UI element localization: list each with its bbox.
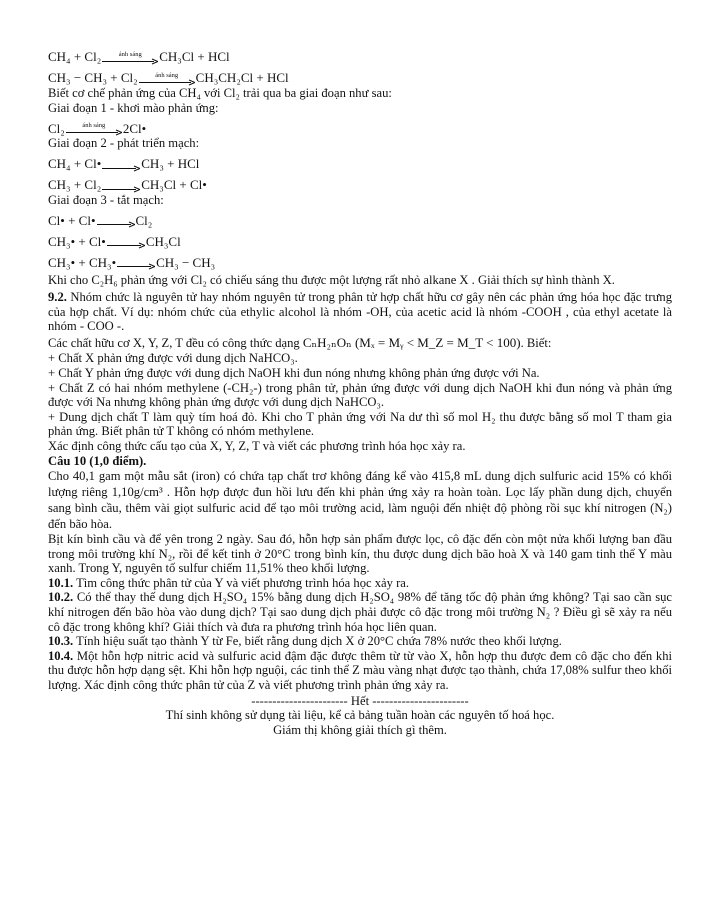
stage-2-heading: Giai đoạn 2 - phát triển mạch: [48, 136, 200, 151]
question-10-paragraph-2: Bịt kín bình cầu và để yên trong 2 ngày. Sau đó, hỗn hợp sản phẩm được lọc, cô đặc đến còn một nửa khối lượng ban đầu trong môi trường khí N₂, rồi để kết tinh ở 20°C trong bình kín, thu được dung dịch bão hoà X và 140 gam tinh thể Y màu xanh. Trong Y, nguyên tố sulfur chiếm 11,51% theo khối lượng. [48, 532, 672, 576]
question-9-2-task: Xác định công thức cấu tạo của X, Y, Z, T và viết các phương trình hóa học xảy ra. [48, 438, 466, 453]
footer-note-1: Thí sinh không sử dụng tài liệu, kể cả bảng tuần hoàn các nguyên tố hoá học. [165, 708, 555, 723]
general-formula: CₙH₂ₙOₙ (Mₓ = Mᵧ < M_Z = M_T < 100) [302, 334, 521, 350]
equation-termination-2: CH₃• + Cl• CH₃Cl [48, 233, 181, 249]
question-10-4: 10.4. Một hỗn hợp nitric acid và sulfuric acid đậm đặc được thêm từ từ vào X, hỗn hợp thu được đem cô đặc cho đến khi thu được hỗn hợp dạng sệt. Khi hỗn hợp nguội, các tinh thể Z màu vàng nhạt được tạo thành, chứa 17,08% sulfur theo khối lượng. Xác định công thức phân tử của Z và viết phương trình phản ứng xảy ra. [48, 648, 672, 693]
question-9-2: 9.2. Nhóm chức là nguyên tử hay nhóm nguyên tử trong phân tử hợp chất hữu cơ gây nên các phản ứng hóa học đặc trưng của hợp chất. Ví dụ: nhóm chức của ethylic alcohol là nhóm -OH, của acetic acid là nhóm -COOH , của ethyl acetate là nhóm - COO -. [48, 289, 672, 334]
question-label: 9.2. [48, 289, 67, 304]
equation-c2h6-cl2: CH₃ − CH₃ + Cl₂ ánh sáng CH₃CH₂Cl + HCl [48, 70, 289, 86]
condition-x: + Chất X phản ứng được với dung dịch NaHCO₃. [48, 351, 298, 366]
question-10-paragraph-1: Cho 40,1 gam một mẫu sắt (iron) có chứa tạp chất trơ không đáng kể vào 415,8 mL dung dịch sulfuric acid 15% có khối lượng riêng 1,10g/cm³ . Hỗn hợp được đun hồi lưu đến khi phản ứng xảy ra hoàn toàn. Lọc lấy phần dung dịch, chuyển sang bình cầu, thêm vài giọt sulfuric acid để tạo môi trường acid, làm nguội đến nhiệt độ phòng rồi sục khí nitrogen (N₂) đến bão hòa. [48, 469, 672, 532]
question-10-1: 10.1. Tìm công thức phân tử của Y và viết phương trình hóa học xảy ra. [48, 575, 410, 590]
question-label: 10.1. [48, 575, 74, 590]
end-marker: ----------------------- Hết ----------------------- [251, 693, 469, 708]
question-label: 10.4. [48, 648, 74, 663]
arrow-icon [107, 242, 145, 249]
arrow-icon [66, 129, 122, 136]
question-9-2-formula: Các chất hữu cơ X, Y, Z, T đều có công thức dạng CₙH₂ₙOₙ (Mₓ = Mᵧ < M_Z = M_T < 100). Biết: [48, 334, 552, 350]
arrow-icon [139, 79, 195, 86]
equation-ch4-cl2: CH₄ + Cl₂ ánh sáng CH₃Cl + HCl [48, 49, 230, 65]
mechanism-intro: Biết cơ chế phản ứng của CH₄ với Cl₂ trải qua ba giai đoạn như sau: [48, 86, 392, 100]
arrow-icon [102, 58, 158, 65]
light-arrow: ánh sáng [66, 122, 122, 136]
arrow-icon [102, 186, 140, 193]
condition-t: + Dung dịch chất T làm quỳ tím hoá đỏ. Khi cho T phản ứng với Na dư thì số mol H₂ thu được bằng số mol T tham gia phản ứng. Biết phân tử T không có nhóm methylene. [48, 409, 672, 439]
question-10-3: 10.3. Tính hiệu suất tạo thành Y từ Fe, biết rằng dung dịch X ở 20°C chứa 78% nước theo khối lượng. [48, 634, 562, 649]
equation-initiation: Cl₂ ánh sáng 2Cl• [48, 120, 147, 136]
question-label: 10.2. [48, 590, 74, 605]
equation-termination-3: CH₃• + CH₃• CH₃ − CH₃ [48, 254, 216, 270]
condition-y: + Chất Y phản ứng được với dung dịch NaOH khi đun nóng nhưng không phản ứng được với Na. [48, 365, 540, 380]
condition-z: + Chất Z có hai nhóm methylene (-CH₂-) trong phân tử, phản ứng được với dung dịch NaOH khi đun nóng và phản ứng được với Na nhưng không phản ứng được với dung dịch NaHCO₃. [48, 380, 672, 410]
arrow-icon [97, 221, 135, 228]
equation-propagation-1: CH₄ + Cl• CH₃ + HCl [48, 156, 200, 172]
stage-3-heading: Giai đoạn 3 - tắt mạch: [48, 192, 164, 207]
arrow-icon [102, 165, 140, 172]
stage-1-heading: Giai đoạn 1 - khơi mào phản ứng: [48, 100, 219, 115]
question-alkane-x: Khi cho C₂H₆ phản ứng với Cl₂ có chiếu sáng thu được một lượng rất nhỏ alkane X . Giải thích sự hình thành X. [48, 273, 615, 288]
equation-propagation-2: CH₃ + Cl₂ CH₃Cl + Cl• [48, 177, 207, 193]
light-arrow: ánh sáng [139, 72, 195, 86]
exam-page [48, 44, 672, 737]
arrow-icon [117, 263, 155, 270]
light-arrow: ánh sáng [102, 51, 158, 65]
footer-note-2: Giám thị không giải thích gì thêm. [273, 722, 447, 737]
question-10-2: 10.2. Có thể thay thế dung dịch H₂SO₄ 15% bằng dung dịch H₂SO₄ 98% để tăng tốc độ phản ứng không? Tại sao cần sục khí nitrogen đến bão hòa vào dung dịch? Tại sao dung dịch phải được cô đặc trong môi trường N₂ ? Điều gì sẽ xảy ra nếu cô đặc trong không khí? Giải thích và đưa ra phương trình hóa học liên quan. [48, 590, 672, 634]
question-10-title: Câu 10 (1,0 điểm). [48, 453, 147, 468]
question-label: 10.3. [48, 634, 74, 649]
equation-termination-1: Cl• + Cl• Cl₂ [48, 212, 153, 228]
